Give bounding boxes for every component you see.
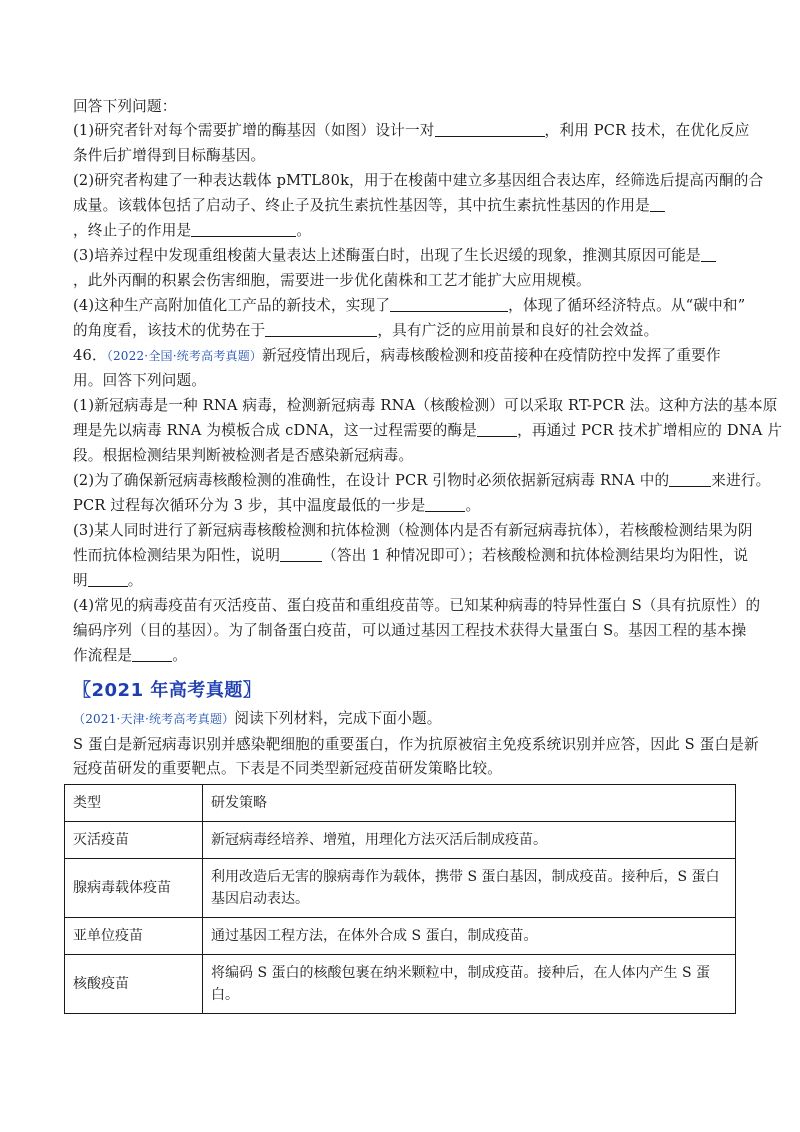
table-cell-strategy: 将编码 S 蛋白的核酸包裹在纳米颗粒中，制成疫苗。接种后，在人体内产生 S 蛋白。: [203, 955, 736, 1014]
answer-blank[interactable]: [390, 296, 508, 312]
q46-part1-line3: 段。根据检测结果判断被检测者是否感染新冠病毒。: [73, 447, 414, 464]
table-cell-type: 腺病毒载体疫苗: [65, 859, 203, 918]
table-row: [65, 918, 736, 955]
q46-part4-line3: 作流程是 。: [73, 647, 187, 664]
q46-part3-line3: 明 。: [73, 572, 143, 589]
answer-blank[interactable]: [280, 546, 322, 562]
q45-part2-line3: ，终止子的作用是 。: [73, 222, 312, 239]
section-title: 〖2021 年高考真题〗: [73, 680, 262, 701]
answer-blank[interactable]: [132, 646, 172, 662]
table-row: [65, 859, 736, 918]
q45-part4-line1: (4)这种生产高附加值化工产品的新技术，实现了 ，体现了循环经济特点。从“碳中和”: [73, 297, 746, 314]
q45-part2-line1: (2)研究者构建了一种表达载体 pMTL80k，用于在梭菌中建立多基因组合表达库，经筛选后提高丙酮的合: [73, 172, 764, 189]
answer-blank[interactable]: [701, 246, 716, 262]
material-line1: S 蛋白是新冠病毒识别并感染靶细胞的重要蛋白，作为抗原被宿主免疫系统识别并应答，因此 S 蛋白是新: [73, 736, 759, 753]
table-cell-type: 灭活疫苗: [65, 822, 203, 859]
table-header-cell: 研发策略: [203, 785, 736, 822]
material-line2: 冠疫苗研发的重要靶点。下表是不同类型新冠疫苗研发策略比较。: [73, 760, 503, 777]
q46-part1-line1: (1)新冠病毒是一种 RNA 病毒，检测新冠病毒 RNA（核酸检测）可以采取 RT-PCR 法。这种方法的基本原: [73, 397, 778, 414]
q45-intro: 回答下列问题：: [73, 98, 177, 115]
answer-blank[interactable]: [650, 196, 665, 212]
q46-part4-line1: (4)常见的病毒疫苗有灭活疫苗、蛋白疫苗和重组疫苗等。已知某种病毒的特异性蛋白 S（具有抗原性）的: [73, 597, 761, 614]
answer-blank[interactable]: [265, 321, 377, 337]
q46-stem-line2: 用。回答下列问题。: [73, 372, 207, 389]
answer-blank[interactable]: [435, 121, 545, 137]
table-cell-strategy: 利用改造后无害的腺病毒作为载体，携带 S 蛋白基因，制成疫苗。接种后，S 蛋白基因启动表达。: [203, 859, 736, 918]
question-source: （2021·天津·统考高考真题）: [73, 712, 235, 726]
table-cell-type: 核酸疫苗: [65, 955, 203, 1014]
q45-part1-line2: 条件后扩增得到目标酶基因。: [73, 147, 266, 164]
answer-blank[interactable]: [425, 496, 465, 512]
section-source-line: （2021·天津·统考高考真题）阅读下列材料，完成下面小题。: [73, 710, 442, 727]
q45-part2-line2: 成量。该载体包括了启动子、终止子及抗生素抗性基因等，其中抗生素抗性基因的作用是: [73, 196, 665, 216]
question-number: 46．: [73, 347, 107, 364]
q45-part4-line2: 的角度看，该技术的优势在于 ，具有广泛的应用前景和良好的社会效益。: [73, 322, 659, 339]
q45-part3-line1: (3)培养过程中发现重组梭菌大量表达上述酶蛋白时，出现了生长迟缓的现象，推测其原因可能是: [73, 246, 716, 266]
q46-part4-line2: 编码序列（目的基因）。为了制备蛋白疫苗，可以通过基因工程技术获得大量蛋白 S。基因工程的基本操: [73, 622, 747, 639]
table-row: [65, 822, 736, 859]
table-header-cell: 类型: [65, 785, 203, 822]
answer-blank[interactable]: [669, 471, 711, 487]
answer-blank[interactable]: [477, 421, 517, 437]
answer-blank[interactable]: [191, 221, 296, 237]
answer-blank[interactable]: [88, 571, 128, 587]
q46-part2-line2: PCR 过程每次循环分为 3 步，其中温度最低的一步是 。: [73, 497, 481, 514]
table-row: [65, 955, 736, 1014]
q46-part3-line1: (3)某人同时进行了新冠病毒核酸检测和抗体检测（检测体内是否有新冠病毒抗体），若核酸检测结果为阴: [73, 522, 753, 539]
q45-part3-line2: ，此外丙酮的积累会伤害细胞，需要进一步优化菌株和工艺才能扩大应用规模。: [73, 272, 591, 289]
vaccine-strategy-table: [64, 784, 736, 1014]
q46-stem-line1: 46．（2022·全国·统考高考真题）新冠疫情出现后，病毒核酸检测和疫苗接种在疫情防控中发挥了重要作: [73, 347, 721, 364]
table-cell-strategy: 新冠病毒经培养、增殖，用理化方法灭活后制成疫苗。: [203, 822, 736, 859]
table-cell-type: 亚单位疫苗: [65, 918, 203, 955]
q46-part2-line1: (2)为了确保新冠病毒核酸检测的准确性，在设计 PCR 引物时必须依据新冠病毒 RNA 中的 来进行。: [73, 472, 771, 489]
q46-part3-line2: 性而抗体检测结果为阳性，说明 （答出 1 种情况即可）；若核酸检测和抗体检测结果均为阳性，说: [73, 547, 749, 564]
question-source: （2022·全国·统考高考真题）: [106, 349, 263, 363]
table-header-row: [65, 785, 736, 822]
table-cell-strategy: 通过基因工程方法，在体外合成 S 蛋白，制成疫苗。: [203, 918, 736, 955]
q46-part1-line2: 理是先以病毒 RNA 为模板合成 cDNA，这一过程需要的酶是 ，再通过 PCR 技术扩增相应的 DNA 片: [73, 422, 783, 439]
q45-part1-line1: (1)研究者针对每个需要扩增的酶基因（如图）设计一对 ，利用 PCR 技术，在优化反应: [73, 122, 750, 139]
